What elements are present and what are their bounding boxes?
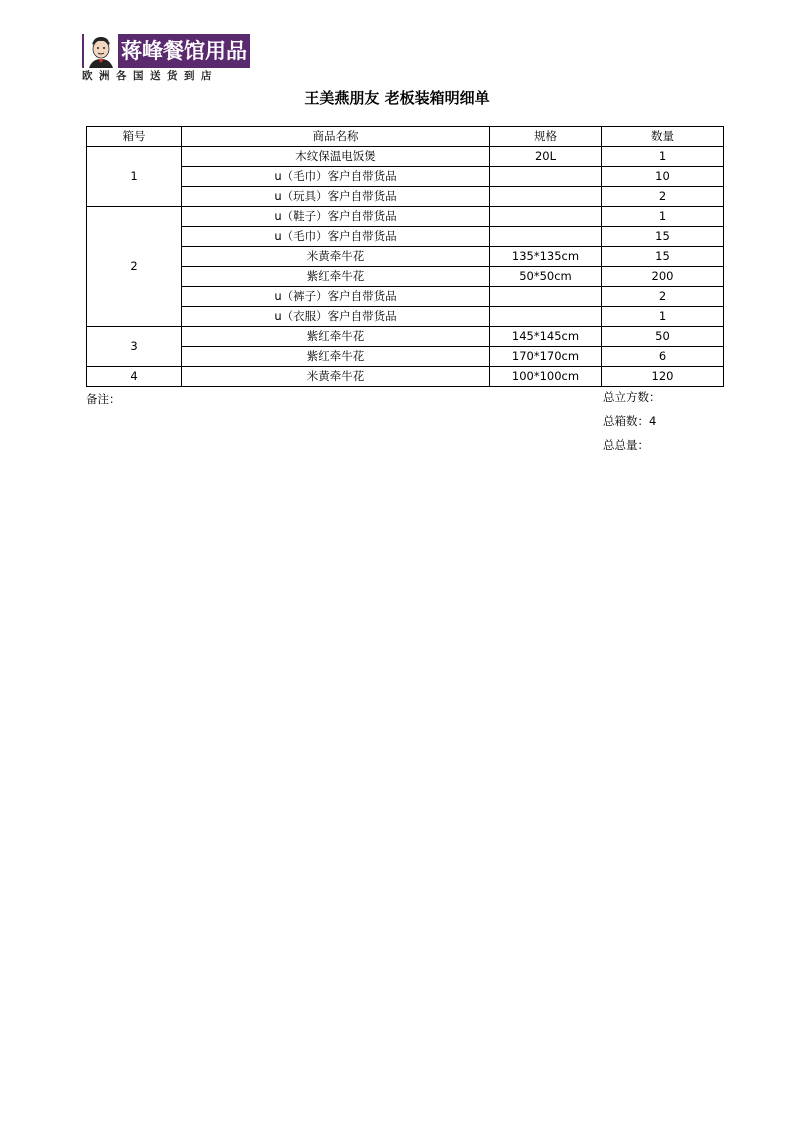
- quantity-cell: 15: [602, 247, 724, 267]
- table-row: [87, 347, 724, 367]
- header-box-number: 箱号: [87, 127, 182, 147]
- spec-cell: 50*50cm: [490, 267, 602, 287]
- product-name-cell: u（裤子）客户自带货品: [182, 287, 490, 307]
- total-boxes-label: 总箱数：: [603, 414, 649, 428]
- quantity-cell: 120: [602, 367, 724, 387]
- quantity-cell: 1: [602, 207, 724, 227]
- table-row: [87, 267, 724, 287]
- header-spec: 规格: [490, 127, 602, 147]
- spec-cell: [490, 207, 602, 227]
- quantity-cell: 15: [602, 227, 724, 247]
- product-name-cell: u（鞋子）客户自带货品: [182, 207, 490, 227]
- quantity-cell: 1: [602, 307, 724, 327]
- box-number-cell: 1: [87, 147, 182, 207]
- table-row: [87, 207, 724, 227]
- box-number-cell: 2: [87, 207, 182, 327]
- product-name-cell: 木纹保温电饭煲: [182, 147, 490, 167]
- chef-portrait-icon: [84, 34, 118, 68]
- remark-label: 备注：: [86, 392, 121, 406]
- quantity-cell: 1: [602, 147, 724, 167]
- table-row: [87, 167, 724, 187]
- spec-cell: [490, 187, 602, 207]
- spec-cell: [490, 307, 602, 327]
- spec-cell: 20L: [490, 147, 602, 167]
- total-boxes: [603, 413, 656, 429]
- table-row: [87, 307, 724, 327]
- product-name-cell: u（毛巾）客户自带货品: [182, 167, 490, 187]
- table-row: [87, 287, 724, 307]
- product-name-cell: 米黄牵牛花: [182, 367, 490, 387]
- quantity-cell: 50: [602, 327, 724, 347]
- total-weight-label: 总总量：: [603, 438, 649, 452]
- spec-cell: 135*135cm: [490, 247, 602, 267]
- quantity-cell: 200: [602, 267, 724, 287]
- product-name-cell: u（衣服）客户自带货品: [182, 307, 490, 327]
- spec-cell: [490, 287, 602, 307]
- total-volume-label: 总立方数：: [603, 390, 661, 404]
- header-quantity: 数量: [602, 127, 724, 147]
- page-title: 王美燕朋友 老板装箱明细单: [304, 89, 490, 107]
- quantity-cell: 2: [602, 287, 724, 307]
- table-header-row: [87, 127, 724, 147]
- table-row: [87, 327, 724, 347]
- table-row: [87, 227, 724, 247]
- product-name-cell: u（玩具）客户自带货品: [182, 187, 490, 207]
- spec-cell: 145*145cm: [490, 327, 602, 347]
- box-number-cell: 3: [87, 327, 182, 367]
- quantity-cell: 6: [602, 347, 724, 367]
- table-row: [87, 367, 724, 387]
- total-boxes-value: 4: [649, 414, 657, 428]
- spec-cell: [490, 167, 602, 187]
- header-product-name: 商品名称: [182, 127, 490, 147]
- box-number-cell: 4: [87, 367, 182, 387]
- quantity-cell: 2: [602, 187, 724, 207]
- product-name-cell: 米黄牵牛花: [182, 247, 490, 267]
- quantity-cell: 10: [602, 167, 724, 187]
- table-row: [87, 247, 724, 267]
- product-name-cell: 紫红牵牛花: [182, 347, 490, 367]
- logo-band: [82, 34, 250, 68]
- logo-subtitle: 欧洲各国送货到店: [82, 70, 218, 82]
- product-name-cell: 紫红牵牛花: [182, 327, 490, 347]
- store-logo: [82, 34, 252, 84]
- product-name-cell: 紫红牵牛花: [182, 267, 490, 287]
- table-row: [87, 147, 724, 167]
- spec-cell: 170*170cm: [490, 347, 602, 367]
- logo-title: 蒋峰餐馆用品: [121, 39, 247, 63]
- table-row: [87, 187, 724, 207]
- product-name-cell: u（毛巾）客户自带货品: [182, 227, 490, 247]
- packing-table: [86, 126, 724, 387]
- spec-cell: 100*100cm: [490, 367, 602, 387]
- spec-cell: [490, 227, 602, 247]
